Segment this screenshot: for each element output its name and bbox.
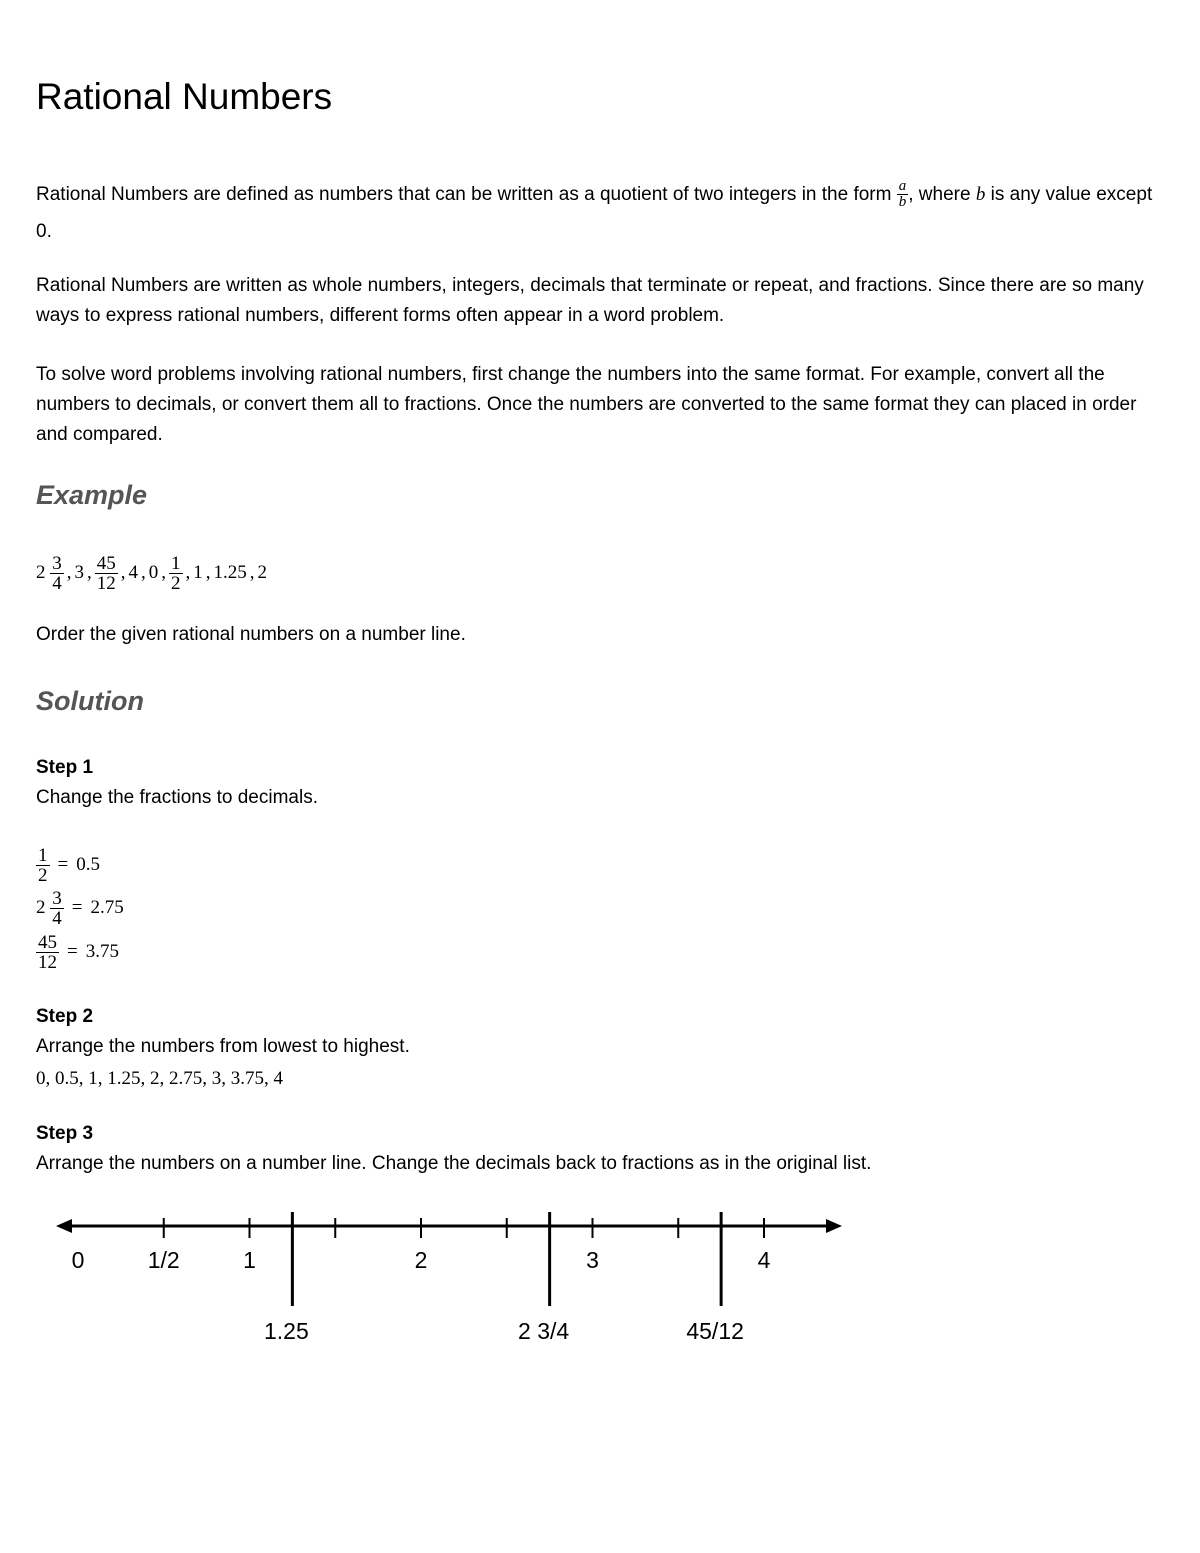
conversion-two-three-quarters: 2 $\frac{3}{4}$ = 2.75 — [36, 888, 124, 929]
number-line-label: 0 — [71, 1247, 85, 1273]
step-3-text: Arrange the numbers on a number line. Change the decimals back to fractions as in the original list. — [36, 1153, 872, 1174]
strategy-paragraph: To solve word problems involving rational numbers, first change the numbers into the same format. For example, convert all the numbers to decimals, or convert them all to fractions. Once the numbers are converted to the same format they can placed in order and compared. — [36, 364, 1137, 445]
page-title: Rational Numbers — [36, 76, 333, 117]
step-1-label: Step 1 — [36, 757, 94, 778]
right-arrow-icon — [826, 1219, 842, 1233]
fraction-one-half: $\frac{1}{2}$ — [171, 553, 181, 594]
conversion-one-half: $\frac{1}{2}$ = 0.5 — [38, 845, 100, 886]
example-number-list: 2 $\frac{3}{4}$ , 3 , $\frac{45}{12}$ , 4 , 0 , $\frac{1}{2}$ , 1 , 1.25 , 2 — [36, 553, 267, 594]
variable-b: b — [975, 184, 986, 205]
number-line-label: 3 — [586, 1247, 599, 1273]
ordered-number-list: 0, 0.5, 1, 1.25, 2, 2.75, 3, 3.75, 4 — [36, 1068, 283, 1089]
solution-heading: Solution — [36, 686, 144, 716]
definition-text-end: is any value except 0. — [36, 184, 1153, 242]
step-3-label: Step 3 — [36, 1123, 94, 1144]
number-line-chart — [56, 1200, 856, 1360]
step-1-text: Change the fractions to decimals. — [36, 787, 318, 808]
a-over-b-fraction: $\frac{a}{b}$ — [898, 178, 907, 211]
forms-paragraph: Rational Numbers are written as whole numbers, integers, decimals that terminate or repeat, and fractions. Since there are so many ways to express rational numbers, different forms often appear in a word problem. — [36, 275, 1144, 326]
number-line-label: 4 — [757, 1247, 771, 1273]
step-2-text: Arrange the numbers from lowest to highest. — [36, 1036, 410, 1057]
number-line-label: 2 — [414, 1247, 428, 1273]
definition-paragraph — [36, 176, 1156, 250]
left-arrow-icon — [56, 1219, 72, 1233]
highlight-label: 1.25 — [263, 1318, 309, 1344]
fraction-three-quarters: $\frac{3}{4}$ — [52, 553, 62, 594]
definition-text-start: Rational Numbers are defined as numbers that can be written as a quotient of two integers in the form — [36, 184, 892, 205]
step-2-label: Step 2 — [36, 1006, 94, 1027]
number-line-label: 1 — [243, 1247, 256, 1273]
definition-text-middle: , where — [908, 184, 971, 205]
example-instruction: Order the given rational numbers on a number line. — [36, 624, 466, 645]
highlight-label: 45/12 — [686, 1318, 744, 1344]
fraction-45-12: $\frac{45}{12}$ — [96, 553, 116, 594]
highlight-label: 2 3/4 — [518, 1318, 570, 1344]
example-heading: Example — [36, 480, 148, 510]
conversion-45-12: $\frac{45}{12}$ = 3.75 — [38, 932, 119, 973]
number-line-label: 1/2 — [147, 1247, 180, 1273]
